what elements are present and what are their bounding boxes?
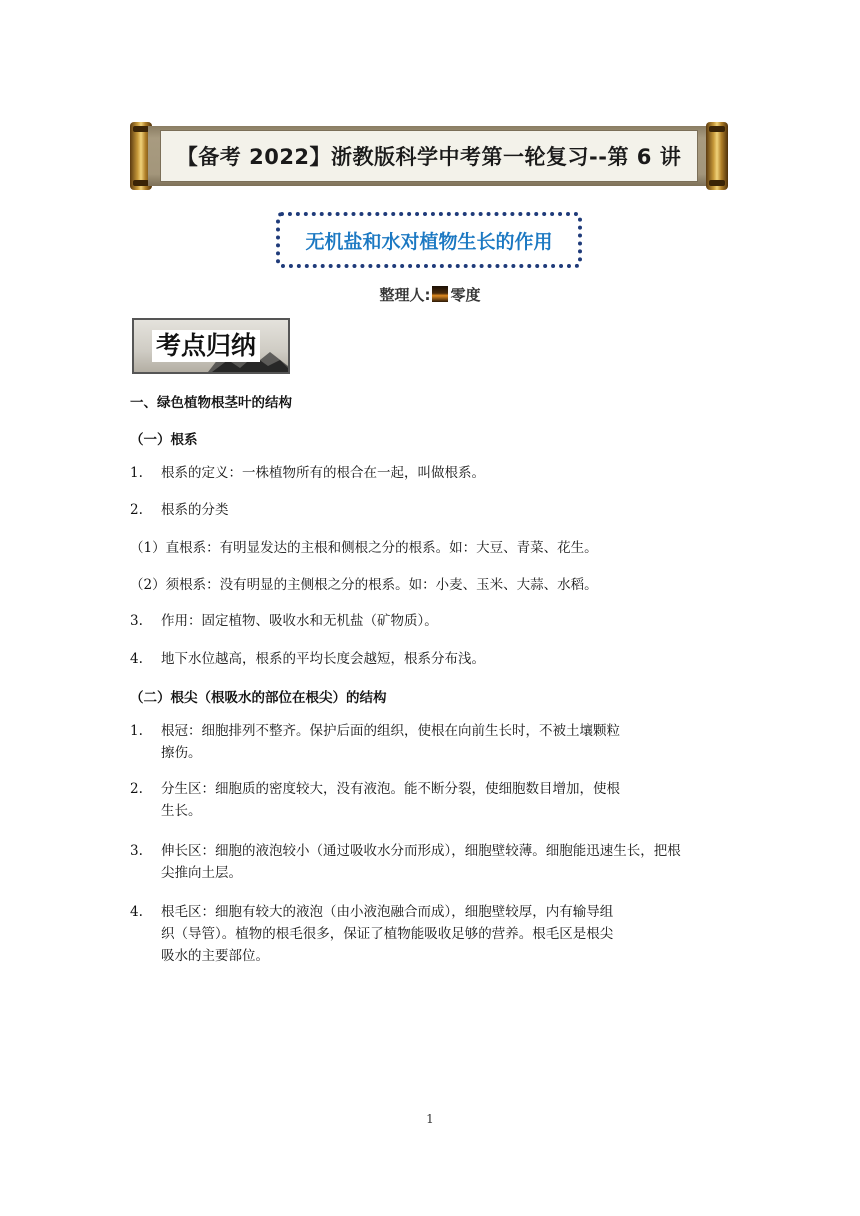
organizer-label: 整理人: [379, 286, 431, 304]
list-item [130, 720, 620, 764]
subsection-heading: （二）根尖（根吸水的部位在根尖）的结构 [130, 690, 387, 706]
list-text: 根系的分类 [161, 502, 229, 518]
list-text [161, 778, 620, 822]
list-text: 地下水位越高，根系的平均长度会越短，根系分布浅。 [161, 651, 485, 667]
list-number: 4. [130, 904, 143, 920]
list-text-line: 吸水的主要部位。 [161, 948, 269, 964]
scroll-rod-right [706, 122, 728, 190]
list-text-line: 伸长区：细胞的液泡较小（通过吸收水分而形成），细胞壁较薄。细胞能迅速生长，把根 [161, 843, 681, 859]
list-item [130, 778, 620, 822]
list-text: 作用：固定植物、吸收水和无机盐（矿物质）。 [161, 613, 438, 629]
list-number: 3. [130, 613, 143, 629]
list-text [161, 840, 681, 884]
sub-list-line: （2）须根系：没有明显的主侧根之分的根系。如：小麦、玉米、大蒜、水稻。 [130, 577, 598, 593]
title-banner [130, 122, 728, 190]
list-item [130, 462, 485, 484]
list-item [130, 901, 613, 967]
section-heading: 一、绿色植物根茎叶的结构 [130, 395, 292, 411]
subsection-heading: （一）根系 [130, 432, 198, 448]
topic-title: 无机盐和水对植物生长的作用 [305, 230, 553, 253]
section-badge [132, 318, 290, 374]
list-text-line: 尖推向土层。 [161, 865, 242, 881]
organizer-line [0, 284, 860, 305]
list-number: 2. [130, 502, 143, 518]
page-number: 1 [426, 1112, 434, 1126]
list-number: 4. [130, 651, 143, 667]
list-text-line: 分生区：细胞质的密度较大，没有液泡。能不断分裂，使细胞数目增加，使根 [161, 781, 620, 797]
topic-box [276, 212, 582, 268]
list-text-line: 擦伤。 [161, 745, 202, 761]
list-number: 3. [130, 843, 143, 859]
list-item [130, 499, 229, 521]
document-title: 【备考 2022】浙教版科学中考第一轮复习--第 6 讲 [176, 145, 682, 169]
list-text: 根系的定义：一株植物所有的根合在一起，叫做根系。 [161, 465, 485, 481]
section-badge-label: 考点归纳 [152, 330, 260, 362]
organizer-name: 零度 [450, 286, 481, 304]
list-number: 1. [130, 465, 143, 481]
list-text [161, 901, 613, 967]
list-text-line: 根毛区：细胞有较大的液泡（由小液泡融合而成），细胞壁较厚，内有输导组 [161, 904, 614, 920]
organizer-avatar [432, 286, 448, 302]
title-panel [160, 130, 698, 182]
list-item [130, 610, 438, 632]
list-number: 1. [130, 723, 143, 739]
list-item [130, 648, 485, 670]
sub-list-line: （1）直根系：有明显发达的主根和侧根之分的根系。如：大豆、青菜、花生。 [130, 540, 598, 556]
list-text [161, 720, 620, 764]
list-number: 2. [130, 781, 143, 797]
list-text-line: 根冠：细胞排列不整齐。保护后面的组织，使根在向前生长时，不被土壤颗粒 [161, 723, 620, 739]
list-item [130, 840, 681, 884]
list-text-line: 生长。 [161, 803, 202, 819]
list-text-line: 织（导管）。植物的根毛很多，保证了植物能吸收足够的营养。根毛区是根尖 [161, 926, 614, 942]
